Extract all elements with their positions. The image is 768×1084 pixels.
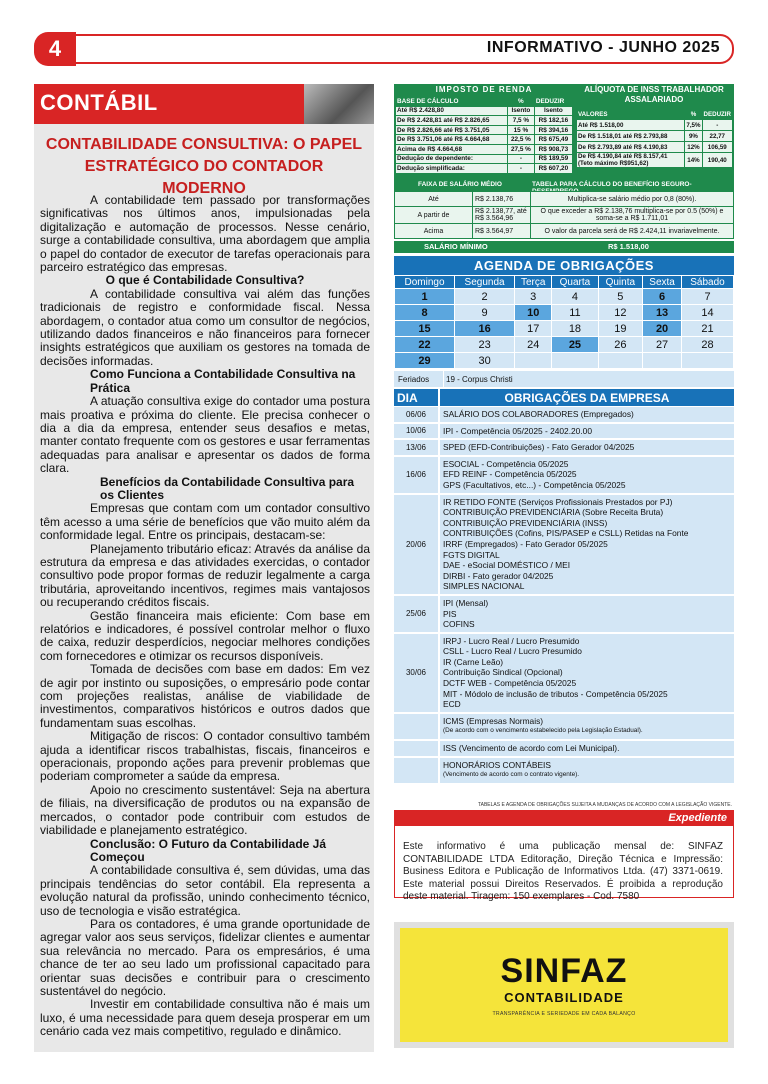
- obrigacao-line: IPI (Mensal): [443, 597, 489, 608]
- feriados: [394, 371, 734, 387]
- calendar-day: 30: [455, 353, 515, 369]
- inss-cell: 9%: [685, 131, 702, 142]
- calendar-day: 10: [515, 305, 552, 321]
- obrigacao-line: ESOCIAL - Competência 05/2025: [443, 458, 569, 469]
- article-subheading: Benefícios da Contabilidade Consultiva para os Clientes: [100, 474, 355, 502]
- ir-cell: R$ 189,59: [534, 154, 572, 164]
- inss-row: [577, 142, 733, 153]
- obrigacao-line: EFD REINF - Competência 05/2025: [443, 469, 577, 480]
- calendar-day-header: Sábado: [682, 276, 734, 289]
- calculator-hand-image: [304, 84, 374, 124]
- seguro-header-right: TABELA PARA CÁLCULO DO BENEFÍCIO SEGURO-: [532, 181, 692, 188]
- calendar: [394, 275, 734, 369]
- inss-cell: 22,77: [702, 131, 733, 142]
- tax-tables: [394, 84, 734, 180]
- calendar-day: 3: [515, 289, 552, 305]
- salario-value: R$ 1.518,00: [608, 242, 649, 251]
- ir-cell: Dedução de dependente:: [396, 154, 508, 164]
- obrigacao-line: DIRBI - Fato gerador 04/2025: [443, 570, 554, 581]
- obrigacao-line: CONTRIBUIÇÕES (Cofins, PIS/PASEP e CSLL) Retidas na Fonte: [443, 528, 689, 539]
- inss-title: ALÍQUOTA DE INSS TRABALHADOR ASSALARIADO: [584, 85, 724, 104]
- ir-cell: 22,5 %: [507, 135, 534, 145]
- calendar-day: 8: [395, 305, 455, 321]
- inss-row: [577, 153, 733, 168]
- obrigacao-row: [394, 424, 734, 439]
- article-paragraph: A contabilidade consultiva é, sem dúvidas, uma das principais tendências do setor contábil. Ela representa a evolução natural da profissão, unindo conhecimento técnico, uso de tecnologia e visão estratégica.: [40, 863, 370, 918]
- newsletter-title: INFORMATIVO - JUNHO 2025: [486, 39, 720, 56]
- obrigacao-line: DCTF WEB - Competência 05/2025: [443, 678, 577, 689]
- inss-cell: 106,59: [702, 142, 733, 153]
- calendar-day-header: Segunda: [455, 276, 515, 289]
- obrigacao-line: SPED (EFD-Contribuições) - Fato Gerador 04/2025: [443, 442, 635, 453]
- ir-cell: 27,5 %: [507, 144, 534, 154]
- calendar-day: 4: [552, 289, 598, 305]
- article-subheading: Como Funciona a Contabilidade Consultiva na Prática: [90, 367, 356, 395]
- ir-cell: R$ 182,16: [534, 116, 572, 126]
- obrigacao-text: [440, 457, 734, 493]
- salario-minimo: [394, 241, 734, 253]
- logo-tagline: TRANSPARÊNCIA E SERIEDADE EM CADA BALANÇO: [492, 1011, 636, 1017]
- ir-row: [396, 144, 573, 154]
- obrigacao-line: ISS (Vencimento de acordo com Lei Municipal).: [443, 743, 620, 754]
- section-banner: [34, 84, 374, 128]
- obrigacao-row: [394, 495, 734, 594]
- obrigacao-line: CONTRIBUIÇÃO PREVIDENCIÁRIA (Sobre Receita Bruta): [443, 507, 664, 518]
- seguro-table: [394, 191, 734, 239]
- seguro-cell: R$ 2.138,76: [473, 192, 531, 207]
- feriados-label: Feriados: [394, 371, 444, 387]
- calendar-day: 27: [643, 337, 682, 353]
- calendar-day: 25: [552, 337, 598, 353]
- obrigacao-day: 06/06: [394, 407, 438, 422]
- calendar-day: [643, 353, 682, 369]
- calendar-day: 28: [682, 337, 734, 353]
- inss-header: DEDUZIR: [703, 110, 731, 118]
- obrigacoes-header: [394, 389, 734, 406]
- inss-cell: De R$ 4.190,84 até R$ 8.157,41 (Teto máximo R$951,62): [577, 153, 685, 168]
- calendar-day: 5: [598, 289, 643, 305]
- obrigacao-line: IPI - Competência 05/2025 - 2402.20.00: [443, 425, 592, 436]
- obrigacao-text: [440, 634, 734, 712]
- inss-cell: 12%: [685, 142, 702, 153]
- article-paragraph: Para os contadores, é uma grande oportunidade de agregar valor aos seus serviços, fidelizar clientes e aumentar sua relevância no mercado. Para os empresários, é uma chance de ter ao seu lado um profissional capacitado para orientar suas decisões e contribuir para o crescimento sustentável do negócio.: [40, 916, 370, 998]
- obrigacao-day: [394, 741, 438, 756]
- obrigacao-line: MIT - Módolo de inclusão de tributos - Competência 05/2025: [443, 688, 668, 699]
- ir-cell: De R$ 3.751,06 até R$ 4.664,68: [396, 135, 508, 145]
- obrigacao-line: HONORÁRIOS CONTÁBEIS: [443, 759, 551, 770]
- obrigacao-text: [440, 440, 734, 455]
- dia-label: DIA: [394, 389, 438, 406]
- calendar-day: 14: [682, 305, 734, 321]
- inss-cell: 7,5%: [686, 121, 701, 129]
- ir-cell: Até R$ 2.428,80: [396, 106, 508, 116]
- obrigacao-line: DAE - eSocial DOMÉSTICO / MEI: [443, 560, 571, 571]
- article-paragraph: Investir em contabilidade consultiva não é mais um luxo, é uma necessidade para quem deseja prosperar em um cenário cada vez mais competitivo, regulado e dinâmico.: [40, 997, 370, 1039]
- obrigacao-text: [440, 741, 734, 756]
- obrigacao-row: [394, 457, 734, 493]
- seguro-row: [395, 207, 734, 224]
- calendar-week: [395, 305, 734, 321]
- ir-header: %: [507, 97, 534, 107]
- obrigacoes-list: [394, 407, 734, 785]
- obrigacao-line: PIS: [443, 608, 457, 619]
- ir-row: [396, 135, 573, 145]
- inss-header: VALORES: [577, 109, 685, 120]
- obrigacao-row: [394, 741, 734, 756]
- seguro-cell: Multiplica-se salário médio por 0,8 (80%).: [531, 192, 734, 207]
- inss-cell: 190,40: [702, 153, 733, 168]
- obrigacao-line: (Vencimento de acordo com o contrato vigente).: [443, 771, 580, 779]
- ir-cell: Isento: [534, 106, 572, 116]
- calendar-week: [395, 321, 734, 337]
- calendar-day: 12: [598, 305, 643, 321]
- obrigacao-text: [440, 407, 734, 422]
- obrigacoes-note: TABELAS E AGENDA DE OBRIGAÇÕES SUJEITA A MUDANÇAS DE ACORDO COM A LEGISLAÇÃO VIGENTE.: [477, 802, 732, 808]
- ir-row: [396, 125, 573, 135]
- calendar-day: 17: [515, 321, 552, 337]
- calendar-week: [395, 353, 734, 369]
- calendar-day: [682, 353, 734, 369]
- calendar-day: 1: [395, 289, 455, 305]
- inss-row: [577, 120, 733, 131]
- obrigacao-day: 16/06: [394, 457, 438, 493]
- calendar-day: 22: [395, 337, 455, 353]
- calendar-day: 20: [643, 321, 682, 337]
- obrigacao-line: COFINS: [443, 619, 475, 630]
- seguro-row: [395, 224, 734, 239]
- obrigacao-day: [394, 714, 438, 739]
- ir-cell: 7,5 %: [507, 116, 534, 126]
- seguro-cell: R$ 3.564,97: [473, 224, 531, 239]
- inss-header: %: [685, 109, 702, 120]
- obrigacao-text: [440, 495, 734, 594]
- article-paragraph: Apoio no crescimento sustentável: Seja na abertura de filiais, na diversificação de produtos ou na expansão de mercados, o contador pode contribuir com estudos de viabilidade e planejamento estratégico.: [40, 782, 370, 838]
- ir-cell: R$ 675,49: [534, 135, 572, 145]
- obrigacao-day: 13/06: [394, 440, 438, 455]
- obrigacao-line: SALÁRIO DOS COLABORADORES (Empregados): [443, 409, 634, 419]
- obrigacao-text: [440, 596, 734, 632]
- seguro-cell: Acima: [395, 224, 473, 239]
- calendar-day: 11: [552, 305, 598, 321]
- article-body: [40, 194, 370, 1039]
- obrigacao-row: [394, 758, 734, 783]
- ir-header: BASE DE CÁLCULO: [396, 97, 508, 107]
- ir-cell: De R$ 2.428,81 até R$ 2.826,65: [396, 116, 508, 126]
- calendar-day: [515, 353, 552, 369]
- seguro-cell: R$ 2.138,77, até R$ 3.564,96: [473, 207, 531, 224]
- obrigacao-line: SIMPLES NACIONAL: [443, 581, 525, 592]
- obrigacao-day: 25/06: [394, 596, 438, 632]
- calendar-day-header: Quarta: [552, 276, 598, 289]
- ir-cell: R$ 908,73: [534, 144, 572, 154]
- ir-row: [396, 164, 573, 174]
- ir-cell: -: [507, 154, 534, 164]
- obrigacao-line: IRRF (Empregados) - Fato Gerador 05/2025: [443, 538, 608, 549]
- obrigacao-row: [394, 407, 734, 422]
- obrigacao-day: 20/06: [394, 495, 438, 594]
- calendar-day: 19: [598, 321, 643, 337]
- obrigacao-line: GPS (Facultativos, etc...) - Competência 05/2025: [443, 479, 626, 490]
- expediente-box: [394, 810, 734, 903]
- obrigacao-line: IR RETIDO FONTE (Serviços Profissionais Prestados por PJ): [443, 496, 673, 507]
- ir-cell: R$ 394,16: [534, 125, 572, 135]
- obrigacao-day: [394, 758, 438, 783]
- inss-cell: 14%: [685, 153, 702, 168]
- ir-cell: Dedução simplificada:: [396, 164, 508, 174]
- seguro-cell: Até: [395, 192, 473, 207]
- calendar-day-header: Domingo: [395, 276, 455, 289]
- obrigacao-text: [440, 714, 734, 739]
- page-header: [34, 34, 734, 64]
- article-paragraph: Planejamento tributário eficaz: Através da análise da estrutura da empresa e das atividades exercidas, o contador consultivo pode propor formas de reduzir legalmente a carga tributária, aproveitando incentivos, regimes mais vantajosos ou recuperando créditos fiscais.: [40, 541, 370, 610]
- calendar-day-header: Terça: [515, 276, 552, 289]
- calendar-day: 26: [598, 337, 643, 353]
- calendar-day: 23: [455, 337, 515, 353]
- obrigacao-line: IR (Carne Leão): [443, 656, 504, 667]
- seguro-cell: O que exceder a R$ 2.138,76 multiplica-se por 0.5 (50%) e soma-se a R$ 1.711,01: [531, 207, 734, 224]
- ir-row: [396, 154, 573, 164]
- calendar-day: 24: [515, 337, 552, 353]
- seguro-row: [395, 192, 734, 207]
- ir-cell: De R$ 2.826,66 até R$ 3.751,05: [396, 125, 508, 135]
- ir-cell: R$ 607,20: [534, 164, 572, 174]
- article-subheading: O que é Contabilidade Consultiva?: [105, 273, 305, 288]
- logo-subtitle: CONTABILIDADE: [504, 990, 624, 1005]
- obrigacao-line: IRPJ - Lucro Real / Lucro Presumido: [443, 635, 580, 646]
- obrigacao-text: [440, 424, 734, 439]
- inss-cell: De R$ 1.518,01 até R$ 2.793,88: [577, 131, 685, 142]
- calendar-week: [395, 337, 734, 353]
- expediente-title: Expediente: [395, 811, 733, 826]
- obrigacao-day: 30/06: [394, 634, 438, 712]
- obrigacao-row: [394, 634, 734, 712]
- calendar-day: 21: [682, 321, 734, 337]
- obrigacao-row: [394, 596, 734, 632]
- ir-row: [396, 116, 573, 126]
- obrigacao-line: ICMS (Empresas Normais): [443, 715, 544, 726]
- obrigacao-row: [394, 714, 734, 739]
- article-title: CONTABILIDADE CONSULTIVA: O PAPEL ESTRATÉGICO DO CONTADOR MODERNO: [45, 136, 363, 197]
- calendar-day: 9: [455, 305, 515, 321]
- article-paragraph: Gestão financeira mais eficiente: Com base em relatórios e indicadores, é possível controlar melhor o fluxo de caixa, reduzir desperdícios, negociar melhores condições com fornecedores e otimizar os recursos disponíveis.: [40, 608, 370, 663]
- feriados-value: 19 - Corpus Christi: [446, 375, 513, 384]
- obrigacao-line: Contribuição Sindical (Opcional): [443, 667, 563, 678]
- calendar-day: [552, 353, 598, 369]
- obrigacao-text: [440, 758, 734, 783]
- ir-cell: Isento: [507, 106, 534, 116]
- calendar-day: 6: [643, 289, 682, 305]
- calendar-day: 13: [643, 305, 682, 321]
- salario-label: SALÁRIO MÍNIMO: [424, 242, 488, 251]
- page-number: 4: [34, 32, 76, 66]
- obrigacao-day: 10/06: [394, 424, 438, 439]
- inss-cell: Até R$ 1.518,00: [577, 120, 685, 131]
- article-paragraph: A contabilidade tem passado por transformações significativas nos últimos anos, impulsionadas pela digitalização e automação de processos. Nesse cenário, surge a contabilidade consultiva, uma abordagem que amplia o papel do contador de executor de tarefas operacionais para parceiro estratégico das empresas.: [40, 193, 370, 275]
- calendar-day: [598, 353, 643, 369]
- logo-box: [394, 922, 734, 1048]
- logo-name: SINFAZ: [500, 952, 628, 990]
- article-paragraph: A atuação consultiva exige do contador uma postura mais proativa e próxima do cliente. Ele precisa conhecer o dia a dia da empresa, entender seus desafios e metas, manter contato frequente com os gestores e usar ferramentas adequadas para analisar e apresentar os dados de forma clara.: [40, 394, 370, 476]
- calendar-day: 18: [552, 321, 598, 337]
- calendar-day: 15: [395, 321, 455, 337]
- seguro-header-left: FAIXA DE SALÁRIO MÉDIO: [418, 181, 502, 188]
- ir-cell: 15 %: [507, 125, 534, 135]
- agenda-title: AGENDA DE OBRIGAÇÕES: [394, 256, 734, 275]
- article-paragraph: Tomada de decisões com base em dados: Em vez de agir por instinto ou suposições, o empresário pode contar com projeções realistas, análise de viabilidade de investimentos, comparativos históricos e outros dados que fundamentam suas escolhas.: [40, 662, 370, 730]
- calendar-day: 2: [455, 289, 515, 305]
- seguro-header: [394, 180, 734, 191]
- article-paragraph: Mitigação de riscos: O contador consultivo também ajuda a identificar riscos trabalhistas, fiscais, financeiros e operacionais, propondo ações para prevenir problemas que poderiam comprometer a saúde da empresa.: [40, 729, 370, 784]
- ir-title: IMPOSTO DE RENDA: [435, 85, 533, 94]
- inss-table: [576, 108, 733, 168]
- seguro-cell: O valor da parcela será de R$ 2.424,11 invariavelmente.: [531, 224, 734, 239]
- calendar-week: [395, 289, 734, 305]
- obrigacao-line: FGTS DIGITAL: [443, 549, 500, 560]
- article-column: [34, 84, 374, 1052]
- calendar-day: 16: [455, 321, 515, 337]
- ir-row: [396, 106, 573, 116]
- calendar-day: 29: [395, 353, 455, 369]
- ir-header: DEDUZIR: [534, 97, 572, 107]
- obrigacao-line: (De acordo com o vencimento estabelecido pela Legislação Estadual).: [443, 727, 643, 735]
- inss-row: [577, 131, 733, 142]
- obrigacao-line: ECD: [443, 699, 461, 710]
- seguro-cell: A partir de: [395, 207, 473, 224]
- article-paragraph: Empresas que contam com um contador consultivo têm acesso a uma série de benefícios que vão muito além da conformidade legal. Entre os principais, destacam-se:: [40, 501, 370, 543]
- section-label: CONTÁBIL: [34, 84, 304, 124]
- inss-cell: -: [702, 120, 733, 131]
- ir-cell: Acima de R$ 4.664,68: [396, 144, 508, 154]
- obrigacao-row: [394, 440, 734, 455]
- obrigacao-line: CSLL - Lucro Real / Lucro Presumido: [443, 646, 582, 657]
- ir-table: [395, 96, 573, 174]
- inss-cell: De R$ 2.793,89 até R$ 4.190,83: [577, 142, 685, 153]
- calendar-day-header: Quinta: [598, 276, 643, 289]
- ir-cell: -: [507, 164, 534, 174]
- obrigacao-line: CONTRIBUIÇÃO PREVIDENCIÁRIA (INSS): [443, 517, 608, 528]
- expediente-text: Este informativo é uma publicação mensal de: SINFAZ CONTABILIDADE LTDA Editoração, Direção Técnica e Impressão: Business Editora e Publicação de Informativos Ltda. (47) 3371-0619. Este material possui Direitos Reservados. É proibida a reprodução deste material. Tiragem: 150 exemplares - Cod. 7580: [403, 841, 723, 903]
- sinfaz-logo: [400, 928, 728, 1042]
- article-subheading: Conclusão: O Futuro da Contabilidade Já Começou: [90, 836, 327, 864]
- obrigacoes-title: OBRIGAÇÕES DA EMPRESA: [440, 389, 734, 406]
- calendar-day: 7: [682, 289, 734, 305]
- calendar-day-header: Sexta: [643, 276, 682, 289]
- article-paragraph: A contabilidade consultiva vai além das funções tradicionais de registro e conformidade fiscal. Nessa abordagem, o contador atua como um consultor de negócios, utilizando dados financeiros e não financeiros para fornecer insights estratégicos que auxiliam os gestores na tomada de decisões informadas.: [40, 286, 370, 368]
